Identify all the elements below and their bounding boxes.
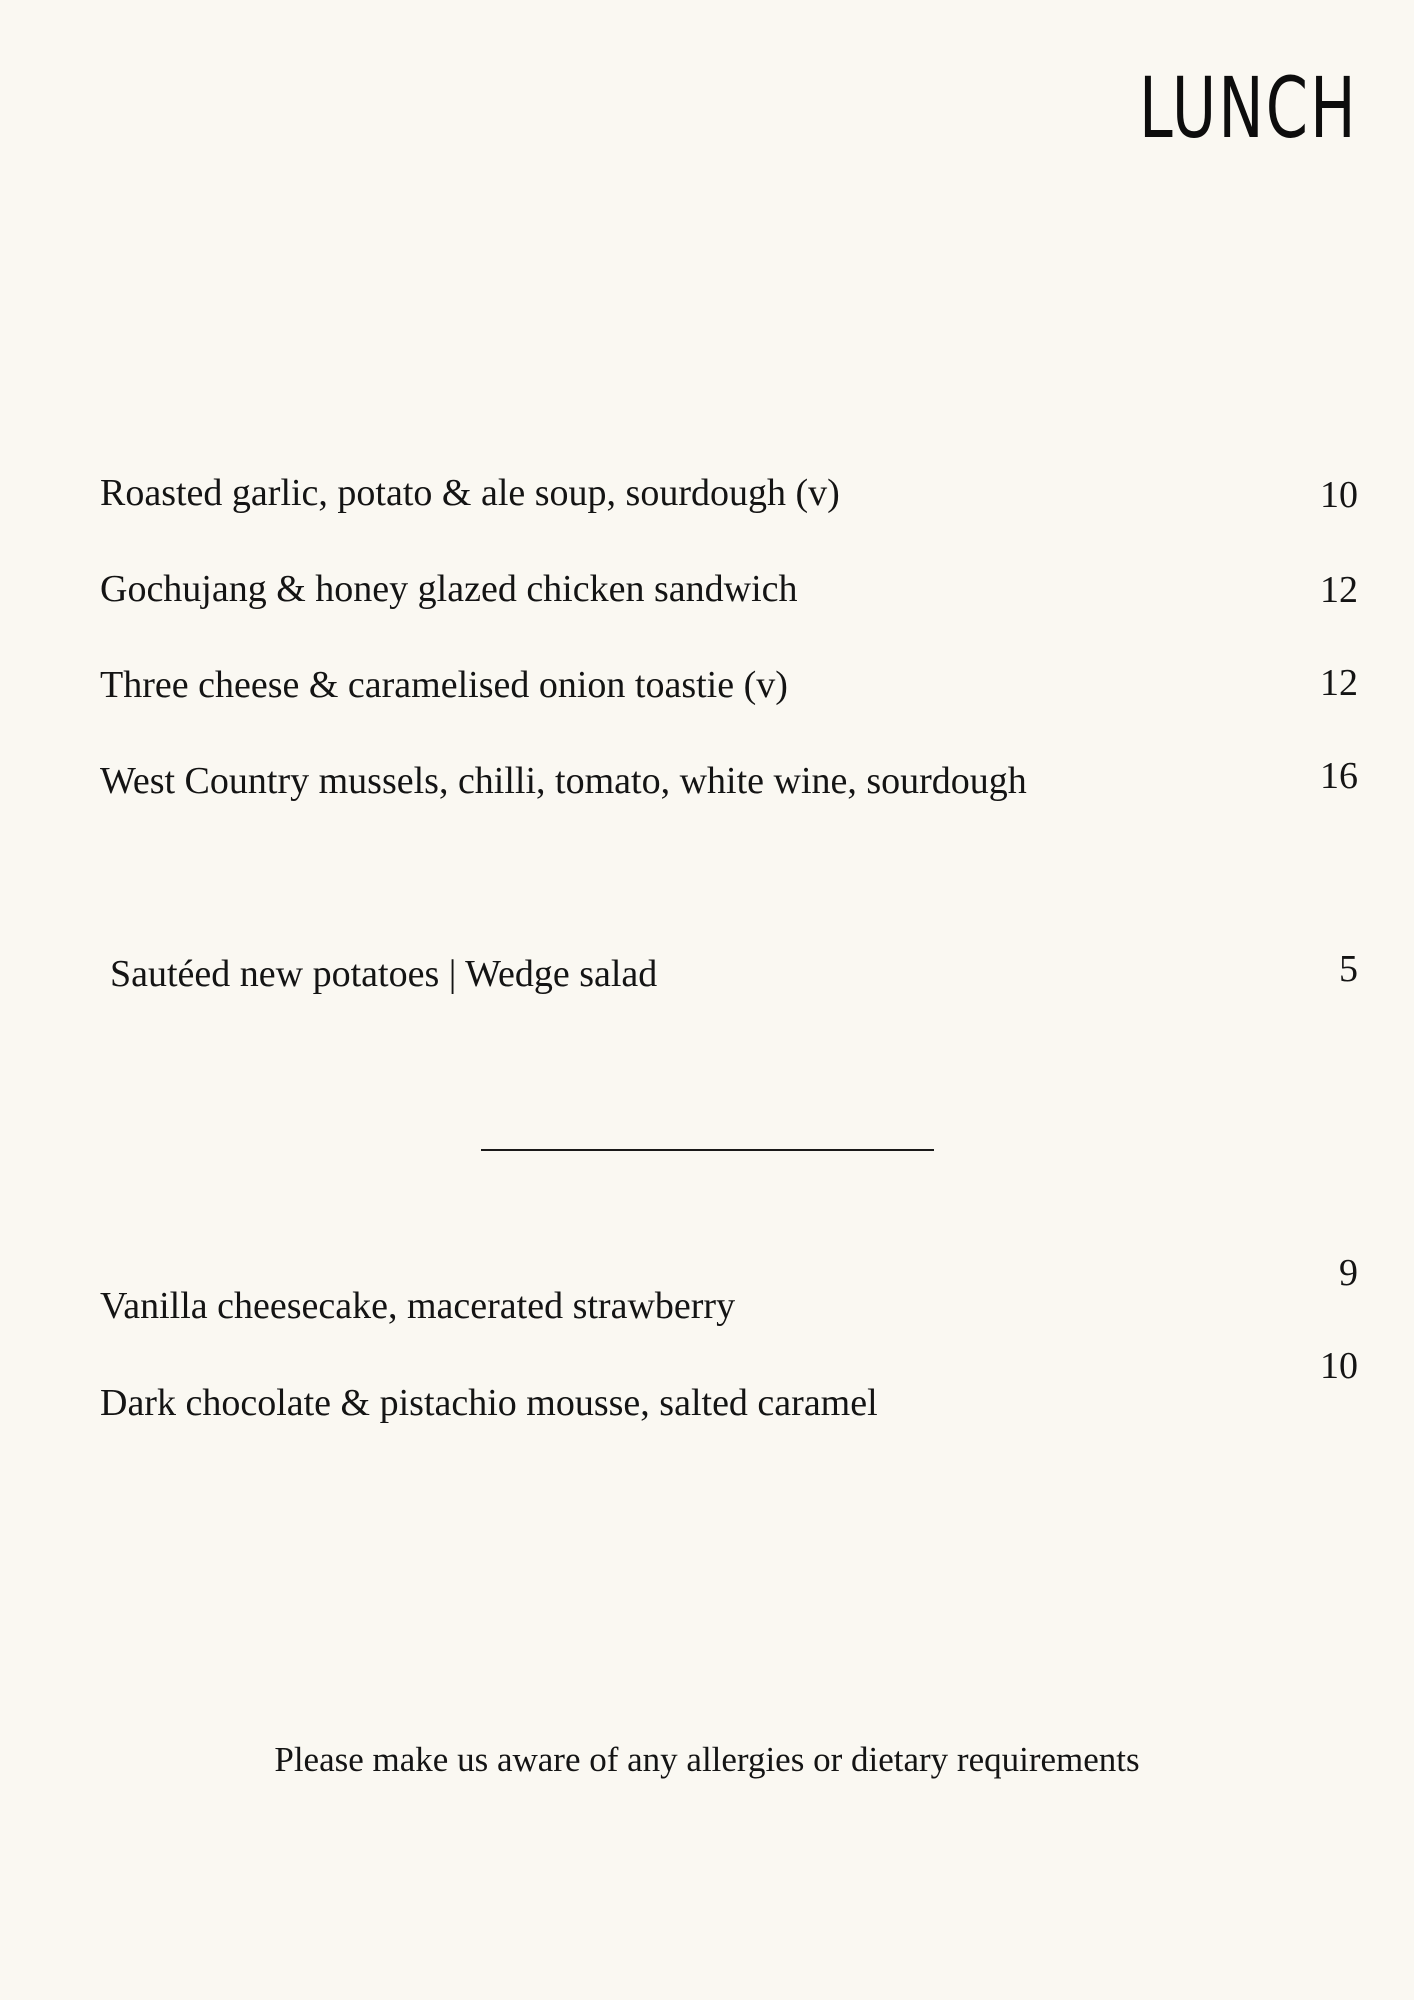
dish-price: 12 <box>1320 662 1358 704</box>
dessert-price: 10 <box>1320 1345 1358 1387</box>
dessert-name: Dark chocolate & pistachio mousse, salted caramel <box>100 1382 878 1424</box>
dish-price: 10 <box>1320 474 1358 516</box>
dessert-name: Vanilla cheesecake, macerated strawberry <box>100 1285 736 1327</box>
dish-name: Gochujang & honey glazed chicken sandwich <box>100 568 798 610</box>
dish-name: West Country mussels, chilli, tomato, white wine, sourdough <box>100 760 1027 802</box>
sides-line: Sautéed new potatoes | Wedge salad <box>110 953 658 995</box>
dish-name: Three cheese & caramelised onion toastie (v) <box>100 664 788 706</box>
dish-price: 12 <box>1320 569 1358 611</box>
sides-price: 5 <box>1339 948 1358 990</box>
dessert-price: 9 <box>1339 1252 1358 1294</box>
menu-title: LUNCH <box>1139 59 1358 157</box>
allergy-notice: Please make us aware of any allergies or dietary requirements <box>274 1740 1140 1779</box>
section-divider <box>481 1149 934 1151</box>
dish-name: Roasted garlic, potato & ale soup, sourdough (v) <box>100 472 840 514</box>
dish-price: 16 <box>1320 755 1358 797</box>
